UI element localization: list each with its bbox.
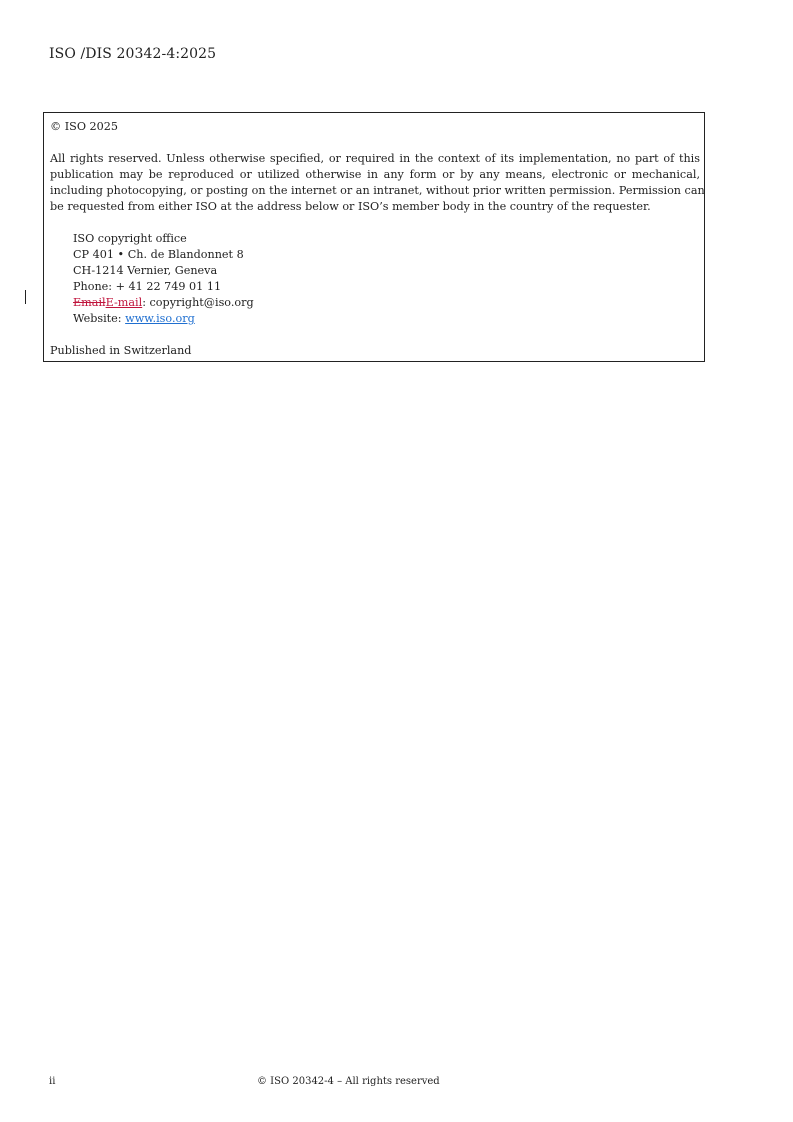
page-number: ii: [49, 1076, 56, 1087]
phone-line: Phone: + 41 22 749 01 11: [73, 280, 222, 293]
footer-rights: © ISO 20342-4 – All rights reserved: [257, 1076, 440, 1087]
address-block: [73, 231, 254, 327]
copyright-box: [43, 112, 705, 362]
city-address: CH-1214 Vernier, Geneva: [73, 264, 218, 277]
website-line: [73, 311, 254, 327]
paragraph-line: publication may be reproduced or utilized otherwise in any form or by any means, electronic or mechanical,: [50, 168, 700, 181]
email-value: : copyright@iso.org: [142, 296, 254, 309]
street-address: CP 401 • Ch. de Blandonnet 8: [73, 248, 244, 261]
inserted-text: E-mail: [105, 296, 143, 309]
paragraph-line: including photocopying, or posting on the internet or an intranet, without prior written permission. Permission can: [50, 184, 705, 197]
change-bar: [25, 290, 26, 304]
paragraph-line: be requested from either ISO at the address below or ISO’s member body in the country of the requester.: [50, 200, 651, 213]
website-link[interactable]: www.iso.org: [125, 312, 195, 325]
email-line: [73, 295, 254, 311]
deleted-text: Email: [73, 296, 106, 309]
published-line: Published in Switzerland: [50, 344, 192, 357]
paragraph-line: All rights reserved. Unless otherwise specified, or required in the context of its implementation, no part of this: [50, 152, 700, 165]
copyright-line: © ISO 2025: [50, 120, 119, 133]
document-id-header: ISO /DIS 20342-4:2025: [49, 46, 217, 62]
website-label: Website:: [73, 312, 126, 325]
rights-paragraph: [50, 151, 705, 215]
office-name: ISO copyright office: [73, 232, 187, 245]
